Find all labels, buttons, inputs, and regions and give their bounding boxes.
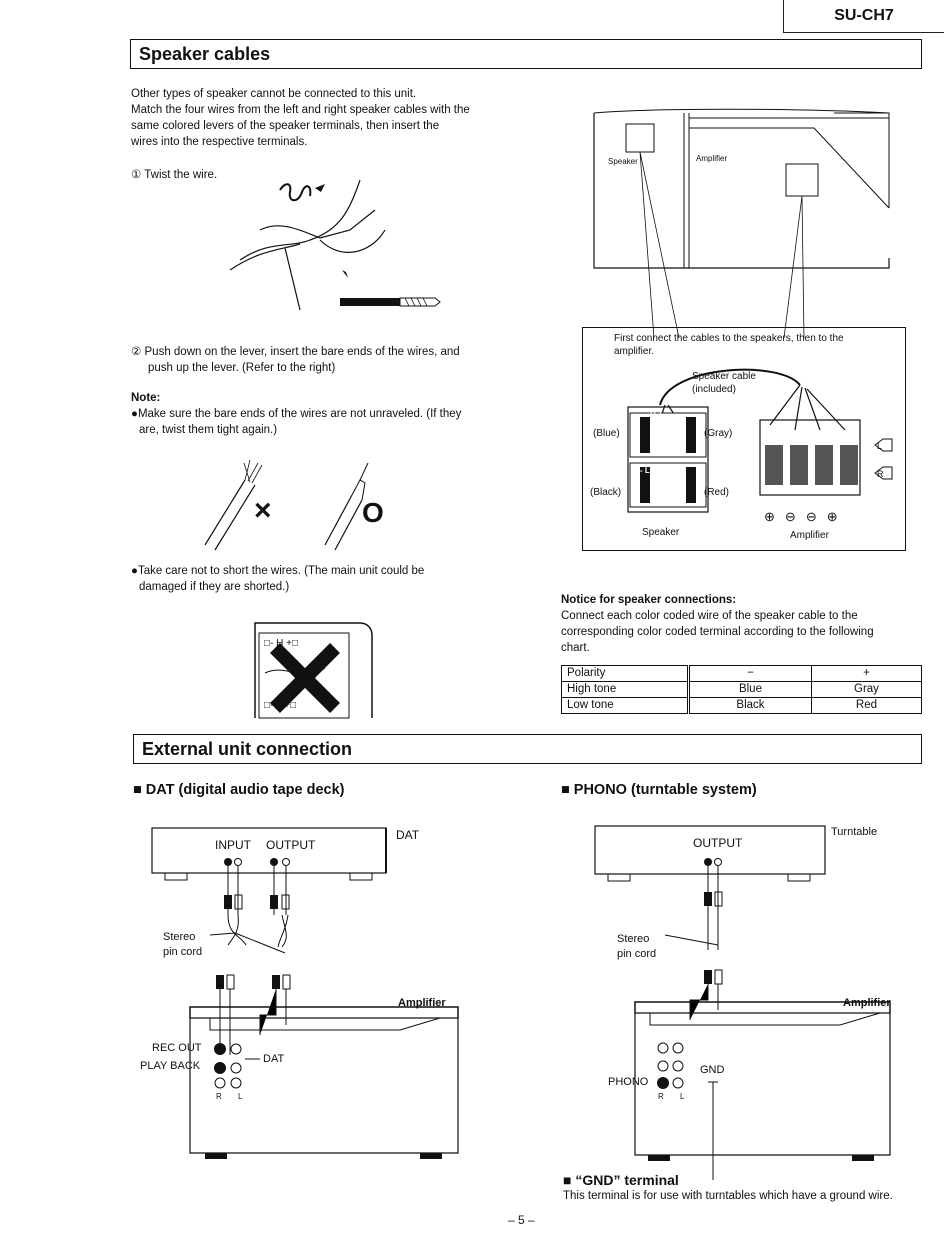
gnd-label: GND	[700, 1064, 725, 1076]
phono-output-label: OUTPUT	[693, 836, 743, 850]
cord-line: pin cord	[617, 948, 657, 960]
rec-out-label: REC OUT	[152, 1042, 202, 1054]
note-title: Note:	[131, 392, 161, 404]
cutaway-amplifier-label: Amplifier	[696, 154, 728, 163]
speaker-wiring-diagram	[600, 355, 900, 535]
phono-heading: ■ PHONO (turntable system)	[561, 782, 757, 798]
note2-line: ●Take care not to short the wires. (The main unit could be	[131, 565, 425, 577]
intro-line: Match the four wires from the left and right speaker cables with the	[131, 104, 470, 116]
table-cell: −	[689, 666, 812, 682]
note-2	[131, 563, 511, 595]
note1-line: ●Make sure the bare ends of the wires are not unraveled. (If they	[131, 408, 462, 420]
h-label: H +	[650, 410, 663, 419]
gray-label: (Gray)	[704, 428, 733, 439]
gnd-heading: ■ “GND” terminal	[563, 1172, 679, 1188]
channel-l: L	[238, 1092, 243, 1101]
caption-line: First connect the cables to the speakers, then to the	[614, 333, 844, 344]
step-2	[131, 344, 511, 376]
table-row	[562, 682, 922, 698]
caption-line: amplifier.	[614, 346, 655, 357]
gnd-text: This terminal is for use with turntables which have a ground wire.	[563, 1190, 893, 1202]
l-label: - L +	[640, 466, 657, 475]
cable-label-line: Speaker cable	[692, 371, 756, 382]
notice-text	[561, 608, 926, 656]
phono-cord-label	[617, 932, 656, 962]
play-back-label: PLAY BACK	[140, 1060, 201, 1072]
table-cell: Red	[811, 698, 921, 714]
dat-cord-label	[163, 930, 202, 960]
dat-channel-labels	[216, 1092, 242, 1101]
dat-device-label: DAT	[396, 828, 420, 842]
channel-l: L	[680, 1092, 685, 1101]
table-cell: Low tone	[562, 698, 689, 714]
phono-channel-labels	[658, 1092, 684, 1101]
cord-line: Stereo	[617, 933, 650, 945]
speaker-intro	[131, 86, 511, 150]
intro-line: same colored levers of the speaker terminals, then insert the	[131, 120, 440, 132]
table-row	[562, 666, 922, 682]
intro-line: wires into the respective terminals.	[131, 136, 308, 148]
notice-title: Notice for speaker connections:	[561, 594, 737, 606]
table-cell: Blue	[689, 682, 812, 698]
red-label: (Red)	[704, 487, 730, 498]
note2-line: damaged if they are shorted.)	[139, 581, 290, 593]
minus-symbol: ⊖	[805, 509, 827, 524]
table-cell: +	[811, 666, 921, 682]
color-chart	[561, 665, 922, 714]
plus-symbol: ⊕	[826, 509, 848, 524]
phono-input-label: PHONO	[608, 1076, 649, 1088]
dat-input-label: INPUT	[215, 838, 251, 852]
terminal-label-bottom: □- L +□	[264, 700, 296, 711]
cable-label-line: (included)	[692, 384, 736, 395]
plus-symbol: ⊕	[764, 509, 785, 524]
polarity-symbols	[764, 509, 848, 525]
speaker-bottom-label: Speaker	[642, 527, 680, 538]
table-cell: Gray	[811, 682, 921, 698]
table-cell: Polarity	[562, 666, 689, 682]
amplifier-bottom-label: Amplifier	[790, 530, 829, 541]
dat-tag-label: DAT	[263, 1053, 285, 1065]
step2-line: push up the lever. (Refer to the right)	[148, 362, 336, 374]
page-number: – 5 –	[508, 1213, 535, 1227]
model-tag: SU-CH7	[783, 0, 944, 33]
wrong-mark: ×	[254, 494, 272, 527]
dat-output-label: OUTPUT	[266, 838, 316, 852]
black-label: (Black)	[590, 487, 622, 498]
side-l: L	[877, 441, 883, 451]
table-cell: High tone	[562, 682, 689, 698]
right-mark: O	[362, 497, 384, 528]
cutaway-speaker-label: Speaker	[608, 157, 638, 166]
side-r: R	[877, 469, 884, 479]
note-1	[131, 406, 511, 438]
note1-line: are, twist them tight again.)	[139, 424, 278, 436]
step2-line: ② Push down on the lever, insert the bare ends of the wires, and	[131, 346, 460, 358]
speaker-cables-heading: Speaker cables	[130, 39, 922, 69]
notice-line: chart.	[561, 642, 590, 654]
minus-symbol: ⊖	[784, 509, 806, 524]
intro-line: Other types of speaker cannot be connected to this unit.	[131, 88, 417, 100]
channel-r: R	[658, 1092, 664, 1101]
step-1: ① Twist the wire.	[131, 169, 218, 181]
dat-heading: ■ DAT (digital audio tape deck)	[133, 782, 345, 798]
cord-line: Stereo	[163, 931, 196, 943]
blue-label: (Blue)	[593, 428, 620, 439]
dat-amplifier-label: Amplifier	[398, 997, 446, 1009]
channel-r: R	[216, 1092, 222, 1101]
terminal-label-top: □- H +□	[264, 638, 299, 649]
dat-diagram	[150, 825, 470, 1165]
cord-line: pin cord	[163, 946, 203, 958]
notice-line: corresponding color coded terminal according to the following	[561, 626, 874, 638]
phono-amplifier-label: Amplifier	[843, 997, 891, 1009]
speaker-amplifier-cutaway	[594, 88, 894, 348]
external-connection-heading: External unit connection	[133, 734, 922, 764]
notice-line: Connect each color coded wire of the speaker cable to the	[561, 610, 858, 622]
twist-wire-illustration	[200, 170, 450, 320]
table-cell: Black	[689, 698, 812, 714]
turntable-label: Turntable	[831, 826, 878, 838]
table-row	[562, 698, 922, 714]
